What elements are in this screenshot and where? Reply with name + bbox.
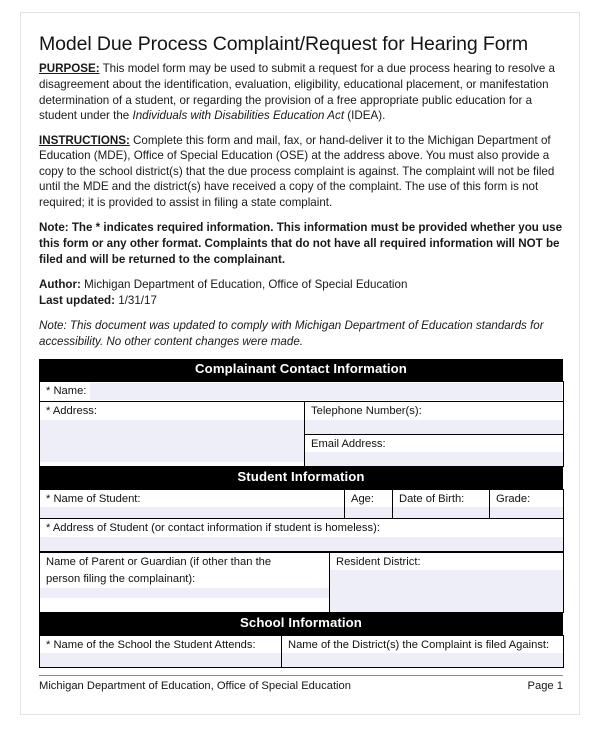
student-grade-input[interactable] [490,507,563,518]
purpose-text-after: (IDEA). [344,109,386,123]
instructions-text: Complete this form and mail, fax, or hand-deliver it to the Michigan Department of Education (MDE), Office of Special Education (OSE) at the address above. You must also provide a copy to the school district(s) that the due process complaint is against. The complaint will not be filed until the MDE and the district(s) have received a copy of the complaint. The use of this form is not required; it is provided to assist in filing a state complaint. [39,133,555,210]
table-row [40,489,564,519]
purpose-text-before: This model form may be used to submit a request for a due process hearing to resolve a disagreement about the identification, evaluation, eligibility, educational placement, or manifestation determination of a student, or regarding the provision of a free appropriate public education for a student under the [39,62,555,123]
complainant-telephone-label: Telephone Number(s): [311,404,422,417]
student-name-input[interactable] [40,507,344,518]
complainant-email-label: Email Address: [311,437,386,450]
school-name-cell[interactable] [40,635,282,668]
author-value: Michigan Department of Education, Office of Special Education [80,277,408,291]
complainant-email-cell[interactable] [305,434,564,467]
purpose-label: PURPOSE: [39,62,100,76]
accessibility-note: Note: This document was updated to comply with Michigan Department of Education standards for accessibility. No other content changes were made. [39,319,544,348]
student-name-cell[interactable] [40,489,345,519]
district-name-cell[interactable] [282,635,564,668]
author-line [39,277,563,294]
student-dob-cell[interactable] [393,489,490,519]
required-information-note: Note: The * indicates required information. This information must be provided whether you use this form or any other format. Complaints that do not have all required information will NOT be filed and will be returned to the complainant. [39,220,563,266]
student-address-input[interactable] [40,537,563,551]
student-age-cell[interactable] [345,489,393,519]
complainant-email-input[interactable] [305,452,563,466]
footer-agency-text: Michigan Department of Education, Office of Special Education [39,680,351,693]
student-name-label: * Name of Student: [46,492,141,505]
purpose-paragraph [39,61,563,123]
complainant-address-input[interactable] [40,420,304,462]
instructions-label: INSTRUCTIONS: [39,133,130,147]
section-header-student: Student Information [39,467,563,489]
document-page [20,12,580,715]
district-name-input[interactable] [282,653,563,667]
document-body [39,33,563,692]
student-address-label: * Address of Student (or contact information if student is homeless): [46,522,380,535]
table-row [40,401,564,434]
parent-guardian-label-line2: person filing the complainant): [46,573,196,586]
author-label: Author: [39,277,81,291]
last-updated-value: 1/31/17 [115,294,157,308]
student-grade-cell[interactable] [490,489,564,519]
page-footer [39,675,563,692]
table-row [40,552,564,613]
student-parent-table [39,552,564,614]
resident-district-input[interactable] [330,570,563,612]
complainant-contact-table [39,381,564,467]
complainant-telephone-input[interactable] [305,420,563,434]
student-dob-input[interactable] [393,507,489,518]
student-dob-label: Date of Birth: [399,492,465,505]
complainant-address-label: * Address: [46,404,97,417]
purpose-italic-title: Individuals with Disabilities Education Act [132,109,345,123]
school-information-table [39,635,564,669]
section-header-complainant: Complainant Contact Information [39,359,563,381]
student-information-table [39,489,564,552]
complainant-name-label: * Name: [46,384,87,397]
student-age-input[interactable] [345,507,392,518]
complainant-name-input[interactable] [90,383,562,400]
parent-guardian-input[interactable] [40,588,329,598]
last-updated-line [39,293,563,310]
instructions-paragraph [39,133,563,211]
resident-district-label: Resident District: [336,555,421,568]
student-address-cell[interactable] [40,519,564,552]
section-header-school: School Information [39,613,563,635]
table-row [40,519,564,552]
page-title: Model Due Process Complaint/Request for Hearing Form [39,33,529,55]
resident-district-cell[interactable] [330,552,564,613]
complainant-address-cell[interactable] [40,401,305,466]
complainant-name-cell[interactable] [40,381,564,401]
table-row [40,381,564,401]
student-grade-label: Grade: [496,492,531,505]
last-updated-label: Last updated: [39,294,116,308]
footer-page-number: Page 1 [527,680,563,693]
student-age-label: Age: [351,492,375,505]
school-name-label: * Name of the School the Student Attends: [46,638,256,651]
complainant-telephone-cell[interactable] [305,401,564,434]
school-name-input[interactable] [40,653,281,667]
parent-guardian-label-line1: Name of Parent or Guardian (if other than the [46,555,272,568]
parent-guardian-cell[interactable] [40,552,330,613]
table-row [40,635,564,668]
district-name-label: Name of the District(s) the Complaint is filed Against: [288,638,550,651]
